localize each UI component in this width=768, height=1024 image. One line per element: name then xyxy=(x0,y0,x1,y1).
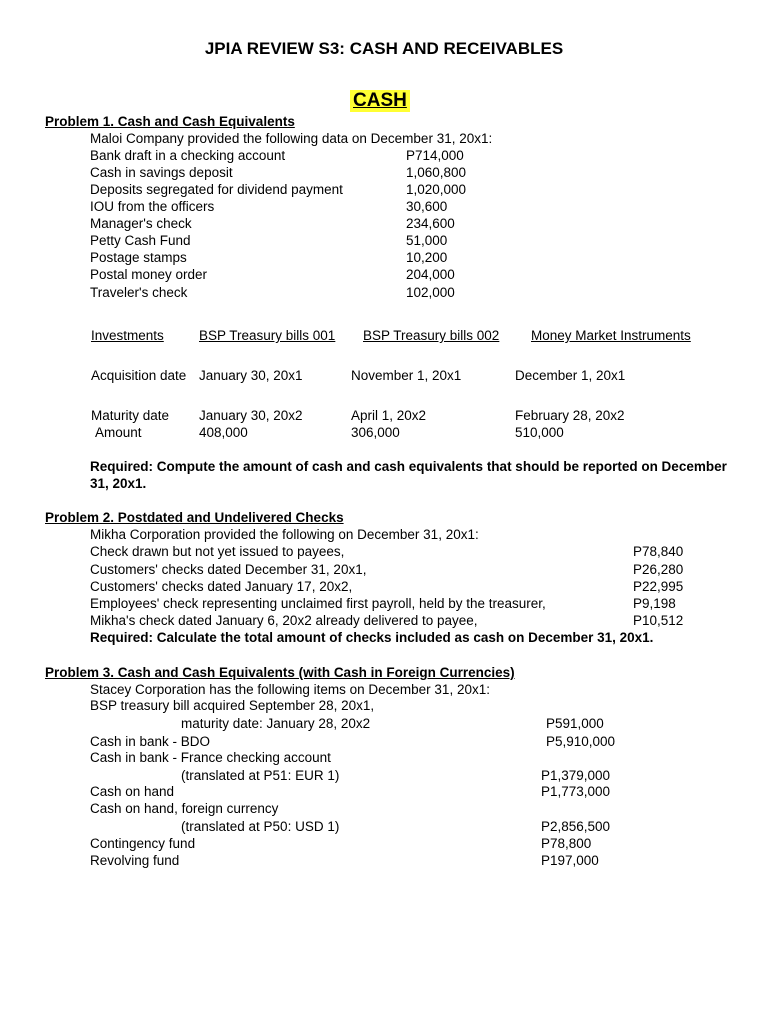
p1-item-label: Bank draft in a checking account xyxy=(90,148,286,163)
investments-row-label: Maturity date xyxy=(91,408,170,423)
p3-revolving-label: Revolving fund xyxy=(90,853,180,868)
p1-item-label: Traveler's check xyxy=(90,285,188,300)
investments-cell: January 30, 20x2 xyxy=(199,408,303,423)
investments-cell: November 1, 20x1 xyxy=(351,368,462,383)
investments-cell: 408,000 xyxy=(199,425,248,440)
problem2-intro: Mikha Corporation provided the following on December 31, 20x1: xyxy=(90,527,479,542)
p1-item-amount: 1,060,800 xyxy=(406,165,467,180)
p2-item-label: Employees' check representing unclaimed first payroll, held by the treasurer, xyxy=(90,596,546,611)
p3-bdo-label: Cash in bank - BDO xyxy=(90,734,211,749)
p1-item-label: Postal money order xyxy=(90,267,208,282)
p3-cohf-amount: P2,856,500 xyxy=(541,819,611,834)
problem3-intro: Stacey Corporation has the following items on December 31, 20x1: xyxy=(90,682,490,697)
investments-cell: February 28, 20x2 xyxy=(515,408,625,423)
p1-item-amount: 30,600 xyxy=(406,199,448,214)
p1-item-amount: 10,200 xyxy=(406,250,448,265)
p1-item-amount: 102,000 xyxy=(406,285,455,300)
investments-cell: 306,000 xyxy=(351,425,400,440)
p3-bsp-label: BSP treasury bill acquired September 28, 20x1, xyxy=(90,698,375,713)
p1-item-amount: 234,600 xyxy=(406,216,455,231)
p1-item-amount: 204,000 xyxy=(406,267,455,282)
p2-item-label: Customers' checks dated January 17, 20x2, xyxy=(90,579,353,594)
investments-cell: January 30, 20x1 xyxy=(199,368,303,383)
p1-item-label: Cash in savings deposit xyxy=(90,165,233,180)
investments-cell: April 1, 20x2 xyxy=(351,408,427,423)
p2-item-amount: P9,198 xyxy=(633,596,676,611)
investments-row-label: Acquisition date xyxy=(91,368,187,383)
investments-row-label: Amount xyxy=(95,425,142,440)
p1-item-label: Petty Cash Fund xyxy=(90,233,191,248)
investments-header: BSP Treasury bills 001 xyxy=(199,328,336,343)
investments-header: Money Market Instruments xyxy=(531,328,691,343)
p3-cohf-sub: (translated at P50: USD 1) xyxy=(181,819,340,834)
p3-bdo-amount: P5,910,000 xyxy=(546,734,616,749)
p3-france-sub: (translated at P51: EUR 1) xyxy=(181,768,340,783)
investments-header: Investments xyxy=(91,328,164,343)
investments-header: BSP Treasury bills 002 xyxy=(363,328,500,343)
p1-item-amount: 51,000 xyxy=(406,233,448,248)
problem1-required: Required: Compute the amount of cash and cash equivalents that should be reported on December 31, 20x1. xyxy=(90,459,727,491)
p3-cohf-label: Cash on hand, foreign currency xyxy=(90,801,279,816)
problem1-intro: Maloi Company provided the following data on December 31, 20x1: xyxy=(90,131,493,146)
problem3-heading: Problem 3. Cash and Cash Equivalents (with Cash in Foreign Currencies) xyxy=(45,665,515,680)
p2-item-label: Customers' checks dated December 31, 20x1, xyxy=(90,562,367,577)
investments-cell: December 1, 20x1 xyxy=(515,368,626,383)
problem1-heading: Problem 1. Cash and Cash Equivalents xyxy=(45,114,295,129)
p3-bsp-amount: P591,000 xyxy=(546,716,604,731)
p3-revolving-amount: P197,000 xyxy=(541,853,599,868)
p2-item-label: Mikha's check dated January 6, 20x2 already delivered to payee, xyxy=(90,613,478,628)
p3-contingency-amount: P78,800 xyxy=(541,836,592,851)
page-title: JPIA REVIEW S3: CASH AND RECEIVABLES xyxy=(204,39,564,58)
p2-item-amount: P10,512 xyxy=(633,613,684,628)
p1-item-amount: P714,000 xyxy=(406,148,464,163)
p1-item-label: Postage stamps xyxy=(90,250,187,265)
investments-cell: 510,000 xyxy=(515,425,564,440)
p1-item-amount: 1,020,000 xyxy=(406,182,467,197)
p3-france-label: Cash in bank - France checking account xyxy=(90,750,331,765)
p3-bsp-sub: maturity date: January 28, 20x2 xyxy=(181,716,371,731)
problem2-heading: Problem 2. Postdated and Undelivered Checks xyxy=(45,510,344,525)
p2-item-amount: P22,995 xyxy=(633,579,684,594)
problem2-required: Required: Calculate the total amount of checks included as cash on December 31, 20x1. xyxy=(90,630,654,645)
p2-item-label: Check drawn but not yet issued to payees, xyxy=(90,544,345,559)
p2-item-amount: P26,280 xyxy=(633,562,684,577)
p2-item-amount: P78,840 xyxy=(633,544,684,559)
p3-coh-label: Cash on hand xyxy=(90,784,175,799)
p1-item-label: Deposits segregated for dividend payment xyxy=(90,182,343,197)
section-heading-cash: CASH xyxy=(350,90,410,112)
p1-item-label: Manager's check xyxy=(90,216,192,231)
p3-france-amount: P1,379,000 xyxy=(541,768,611,783)
p3-contingency-label: Contingency fund xyxy=(90,836,196,851)
p3-coh-amount: P1,773,000 xyxy=(541,784,611,799)
p1-item-label: IOU from the officers xyxy=(90,199,215,214)
